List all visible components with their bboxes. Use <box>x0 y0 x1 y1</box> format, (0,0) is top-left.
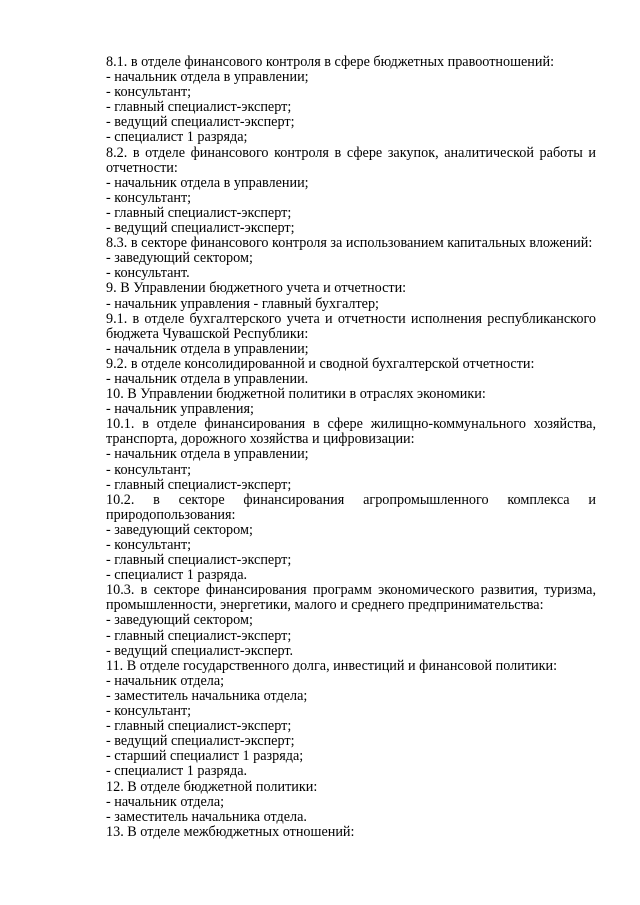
text-line: - главный специалист-эксперт; <box>106 718 292 735</box>
text-line: 8.1. в отделе финансового контроля в сфере бюджетных правоотношений: <box>106 54 555 70</box>
text-line: - начальник управления - главный бухгалтер; <box>106 295 379 312</box>
text-line: - консультант. <box>106 265 190 282</box>
text-line: бюджета Чувашской Республики: <box>106 325 309 342</box>
text-line: - ведущий специалист-эксперт; <box>106 220 295 237</box>
text-line: - главный специалист-эксперт; <box>106 552 292 569</box>
text-line: 8.2. в отделе финансового контроля в сфере закупок, аналитической работы и <box>106 144 596 161</box>
text-line: 13. В отделе межбюджетных отношений: <box>106 823 355 840</box>
text-line: - начальник отдела в управлении. <box>106 370 309 387</box>
text-line: 9.2. в отделе консолидированной и сводной бухгалтерской отчетности: <box>106 355 535 372</box>
document-page <box>106 55 596 840</box>
text-line: - заместитель начальника отдела. <box>106 808 307 825</box>
text-line: природопользования: <box>106 506 236 523</box>
text-line: - заведующий сектором; <box>106 250 253 267</box>
text-line: - начальник отдела в управлении; <box>106 174 309 191</box>
text-line: - специалист 1 разряда. <box>106 763 248 780</box>
text-line: транспорта, дорожного хозяйства и цифровизации: <box>106 431 415 448</box>
text-line: - консультант; <box>106 84 192 101</box>
text-line: - начальник отдела; <box>106 672 225 689</box>
text-line: - консультант; <box>106 189 192 206</box>
text-line: - старший специалист 1 разряда; <box>106 748 304 765</box>
text-line: - главный специалист-эксперт; <box>106 204 292 221</box>
text-line: - главный специалист-эксперт; <box>106 476 292 493</box>
text-line: - консультант; <box>106 461 192 478</box>
text-line: - заведующий сектором; <box>106 612 253 629</box>
text-line: 10. В Управлении бюджетной политики в отраслях экономики: <box>106 386 486 403</box>
text-line: - начальник отдела в управлении; <box>106 69 309 86</box>
text-line: - ведущий специалист-эксперт; <box>106 114 295 131</box>
text-line: - начальник отдела в управлении; <box>106 446 309 463</box>
text-line: - консультант; <box>106 537 192 553</box>
text-line: - начальник отдела; <box>106 793 225 810</box>
text-line: - заместитель начальника отдела; <box>106 687 308 704</box>
text-line: - начальник управления; <box>106 401 254 418</box>
text-line: 10.3. в секторе финансирования программ экономического развития, туризма, <box>106 582 596 599</box>
text-line: - главный специалист-эксперт; <box>106 99 292 116</box>
text-line: 9. В Управлении бюджетного учета и отчетности: <box>106 280 407 297</box>
text-line: - главный специалист-эксперт; <box>106 627 292 644</box>
text-line: 11. В отделе государственного долга, инвестиций и финансовой политики: <box>106 657 558 674</box>
text-line: 9.1. в отделе бухгалтерского учета и отчетности исполнения республиканского <box>106 310 596 327</box>
text-line: - специалист 1 разряда. <box>106 567 248 584</box>
text-line: отчетности: <box>106 159 178 176</box>
text-line: - ведущий специалист-эксперт. <box>106 642 294 659</box>
text-line: 12. В отделе бюджетной политики: <box>106 778 318 795</box>
text-line: 10.1. в отделе финансирования в сфере жилищно-коммунального хозяйства, <box>106 416 596 433</box>
text-line: - консультант; <box>106 703 192 720</box>
text-line: - специалист 1 разряда; <box>106 129 248 146</box>
text-line: - заведующий сектором; <box>106 521 253 538</box>
text-line: - начальник отдела в управлении; <box>106 340 309 357</box>
text-line: - ведущий специалист-эксперт; <box>106 733 295 750</box>
text-line: 10.2. в секторе финансирования агропромышленного комплекса и <box>106 491 596 508</box>
text-line: 8.3. в секторе финансового контроля за использованием капитальных вложений: <box>106 235 593 252</box>
text-line: промышленности, энергетики, малого и среднего предпринимательства: <box>106 597 544 614</box>
